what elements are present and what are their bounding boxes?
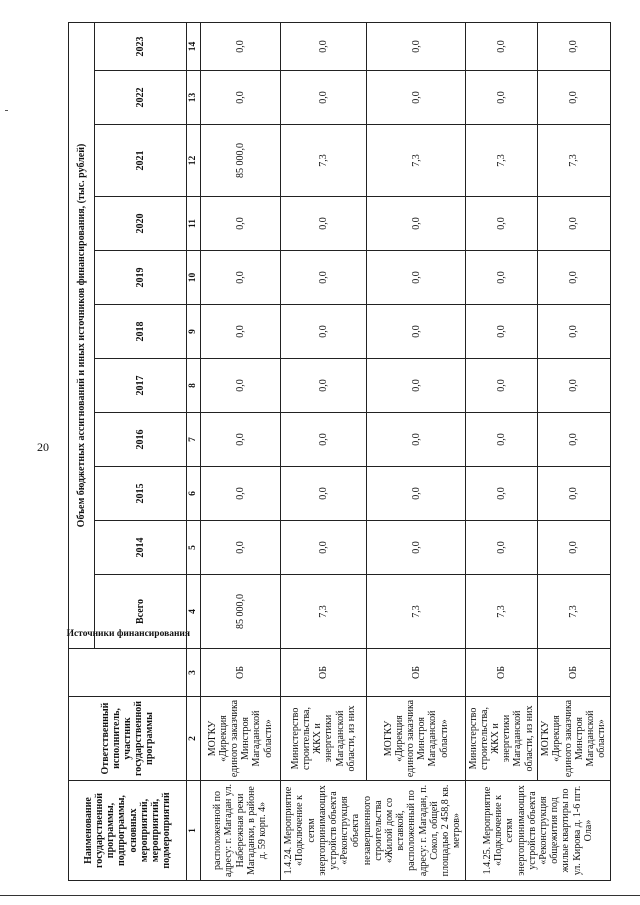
row-value: 0,0 (537, 467, 610, 521)
row-value: 0,0 (201, 521, 281, 575)
index-cell: 8 (187, 359, 201, 413)
row-value: 7,3 (367, 125, 466, 197)
header-year: 2015 (95, 467, 187, 521)
bottom-rule (0, 895, 640, 896)
row-value: 7,3 (280, 125, 367, 197)
margin-mark (5, 110, 8, 111)
row-name: 1.4.25. Мероприятие «Подключение к сетям энергопринимающих устройств объекта «Реконструкция общежития под жилые квартиры по ул. Кирова д. 1-6 пгт. Ола» (466, 781, 611, 881)
table-row (537, 22, 610, 880)
header-year: 2023 (95, 22, 187, 70)
row-name: расположенной по адресу: г. Магадан ул. Набережная реки Магаданки, в районе д. 59 корп. 4» (201, 781, 281, 881)
row-value: 0,0 (280, 521, 367, 575)
rotated-table-wrapper (68, 23, 611, 881)
row-value: 0,0 (537, 251, 610, 305)
index-cell: 6 (187, 467, 201, 521)
row-value: 0,0 (537, 305, 610, 359)
header-year: 2019 (95, 251, 187, 305)
row-value: 0,0 (280, 251, 367, 305)
row-value: 0,0 (537, 22, 610, 70)
row-value: 0,0 (280, 305, 367, 359)
index-cell: 14 (187, 22, 201, 70)
row-responsible: МОГКУ «Дирекция единого заказчика Минстроя Магаданской области» (201, 697, 281, 781)
index-cell: 9 (187, 305, 201, 359)
row-value: 0,0 (201, 251, 281, 305)
row-value: 0,0 (280, 22, 367, 70)
row-source: ОБ (201, 649, 281, 697)
index-cell: 2 (187, 697, 201, 781)
row-value: 85 000,0 (201, 125, 281, 197)
header-year: 2016 (95, 413, 187, 467)
row-value: 0,0 (367, 197, 466, 251)
row-value: 0,0 (537, 197, 610, 251)
row-total: 7,3 (367, 575, 466, 649)
row-value: 0,0 (466, 359, 537, 413)
row-value: 0,0 (367, 22, 466, 70)
index-cell: 4 (187, 575, 201, 649)
index-cell: 10 (187, 251, 201, 305)
index-cell: 11 (187, 197, 201, 251)
row-source: ОБ (537, 649, 610, 697)
header-total: Всего (95, 575, 187, 649)
row-source: ОБ (280, 649, 367, 697)
row-value: 0,0 (367, 413, 466, 467)
header-source (66, 628, 190, 697)
row-value: 0,0 (367, 251, 466, 305)
row-value: 0,0 (280, 467, 367, 521)
header-year: 2022 (95, 71, 187, 125)
row-value: 0,0 (367, 521, 466, 575)
header-responsible: Ответственный исполнитель, участник государственной программы (69, 697, 187, 781)
row-total: 7,3 (537, 575, 610, 649)
row-value: 0,0 (280, 71, 367, 125)
row-total: 7,3 (280, 575, 367, 649)
row-value: 0,0 (367, 467, 466, 521)
row-total: 7,3 (466, 575, 537, 649)
row-value: 0,0 (537, 413, 610, 467)
index-cell: 5 (187, 521, 201, 575)
index-cell: 12 (187, 125, 201, 197)
row-value: 0,0 (466, 71, 537, 125)
header-year: 2017 (95, 359, 187, 413)
table-row (466, 22, 537, 880)
index-cell: 13 (187, 71, 201, 125)
header-year: 2018 (95, 305, 187, 359)
row-value: 7,3 (466, 125, 537, 197)
row-value: 0,0 (466, 521, 537, 575)
row-source: ОБ (367, 649, 466, 697)
header-source-text: Источники финансирования (66, 628, 190, 639)
row-value: 0,0 (537, 359, 610, 413)
row-responsible: Министерство строительства, ЖКХ и энергетики Магаданской области, из них (466, 697, 537, 781)
index-cell: 7 (187, 413, 201, 467)
row-value: 0,0 (201, 22, 281, 70)
row-value: 0,0 (367, 71, 466, 125)
page-number: 20 (37, 440, 49, 454)
row-value: 0,0 (201, 305, 281, 359)
row-value: 0,0 (367, 359, 466, 413)
row-name: 1.4.24. Мероприятие «Подключение к сетям энергопринимающих устройств объекта «Реконструкция объекта незавершенного строительства «Жилой дом со вставкой, расположенный по адресу: г. Магадан, п. Сокол, общей площадью 2 458,8 кв. метров» (280, 781, 466, 881)
row-value: 0,0 (201, 467, 281, 521)
row-value: 0,0 (466, 197, 537, 251)
row-value: 0,0 (201, 197, 281, 251)
row-value: 0,0 (537, 521, 610, 575)
row-value: 0,0 (280, 359, 367, 413)
row-value: 0,0 (466, 467, 537, 521)
row-value: 0,0 (280, 413, 367, 467)
index-cell: 3 (187, 649, 201, 697)
budget-table (68, 22, 611, 881)
row-source: ОБ (466, 649, 537, 697)
table-row (201, 22, 281, 880)
header-volume: Объем бюджетных ассигнований и иных источников финансирования, (тыс. рублей) (69, 22, 95, 648)
header-year: 2014 (95, 521, 187, 575)
row-value: 0,0 (466, 305, 537, 359)
table-row (367, 22, 466, 880)
row-value: 0,0 (466, 22, 537, 70)
row-value: 0,0 (466, 251, 537, 305)
header-name: Наименование государственной программы, подпрограммы, основных мероприятий, мероприятий, подмероприятий (69, 781, 187, 881)
row-responsible: МОГКУ «Дирекция единого заказчика Минстроя Магаданской области» (537, 697, 610, 781)
rotated-table (68, 23, 611, 881)
row-value: 0,0 (280, 197, 367, 251)
header-year: 2020 (95, 197, 187, 251)
row-responsible: Министерство строительства, ЖКХ и энергетики Магаданской области, из них (280, 697, 367, 781)
row-value: 7,3 (537, 125, 610, 197)
row-value: 0,0 (466, 413, 537, 467)
row-value: 0,0 (201, 359, 281, 413)
table-row (280, 22, 367, 880)
row-responsible: МОГКУ «Дирекция единого заказчика Минстроя Магаданской области» (367, 697, 466, 781)
row-value: 0,0 (201, 71, 281, 125)
index-cell: 1 (187, 781, 201, 881)
row-total: 85 000,0 (201, 575, 281, 649)
row-value: 0,0 (537, 71, 610, 125)
header-year: 2021 (95, 125, 187, 197)
row-value: 0,0 (367, 305, 466, 359)
row-value: 0,0 (201, 413, 281, 467)
